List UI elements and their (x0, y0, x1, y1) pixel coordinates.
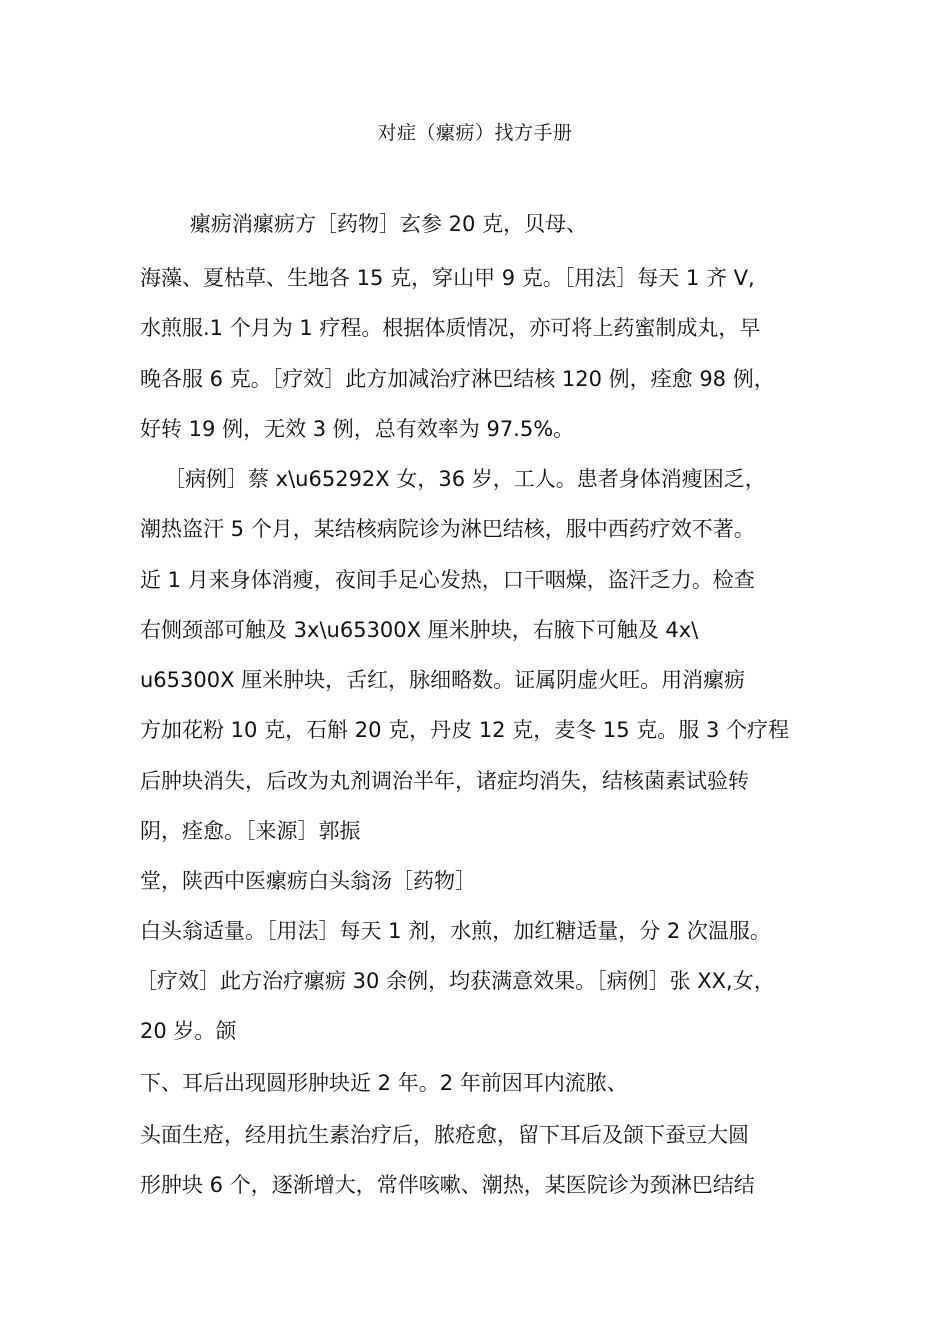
body-line: 潮热盗汗 5 个月，某结核病院诊为淋巴结核，服中西药疗效不著。 (140, 517, 755, 541)
body-line: ［病例］蔡 x\u65292X 女，36 岁，工人。患者身体消瘦困乏， (164, 467, 766, 491)
body-line: 好转 19 例，无效 3 例，总有效率为 97.5%。 (140, 417, 575, 441)
body-line: 方加花粉 10 克，石斛 20 克，丹皮 12 克，麦冬 15 克。服 3 个疗程 (140, 718, 789, 742)
body-line: u65300X 厘米肿块，舌红，脉细略数。证属阴虚火旺。用消瘰疬 (140, 668, 746, 692)
body-line: 头面生疮，经用抗生素治疗后，脓疮愈，留下耳后及颌下蚕豆大圆 (140, 1123, 749, 1147)
body-line: 瘰疬消瘰疬方［药物］玄参 20 克，贝母、 (190, 212, 588, 236)
body-line: 海藻、夏枯草、生地各 15 克，穿山甲 9 克。［用法］每天 1 齐 V, (140, 266, 755, 290)
body-line: ［疗效］此方治疗瘰疬 30 余例，均获满意效果。［病例］张 XX,女， (136, 969, 775, 993)
body-line: 形肿块 6 个，逐渐增大，常伴咳嗽、潮热，某医院诊为颈淋巴结结 (140, 1173, 755, 1197)
body-line: 20 岁。颌 (140, 1019, 237, 1043)
body-line: 堂，陕西中医瘰疬白头翁汤［药物］ (140, 869, 476, 893)
body-line: 右侧颈部可触及 3x\u65300X 厘米肿块，右腋下可触及 4x\ (140, 618, 699, 642)
document-title: 对症（瘰疬）找方手册 (377, 122, 573, 144)
body-line: 晚各服 6 克。［疗效］此方加减治疗淋巴结核 120 例，痊愈 98 例， (140, 367, 775, 391)
body-line: 水煎服.1 个月为 1 疗程。根据体质情况，亦可将上药蜜制成丸，早 (140, 316, 761, 340)
body-line: 近 1 月来身体消瘦，夜间手足心发热，口干咽燥，盗汗乏力。检查 (140, 568, 755, 592)
body-line: 下、耳后出现圆形肿块近 2 年。2 年前因耳内流脓、 (140, 1071, 628, 1095)
body-line: 后肿块消失，后改为丸剂调治半年，诸症均消失，结核菌素试验转 (140, 769, 749, 793)
body-line: 白头翁适量。［用法］每天 1 剂，水煎，加红糖适量，分 2 次温服。 (140, 919, 771, 943)
body-line: 阴，痊愈。［来源］郭振 (140, 819, 361, 843)
